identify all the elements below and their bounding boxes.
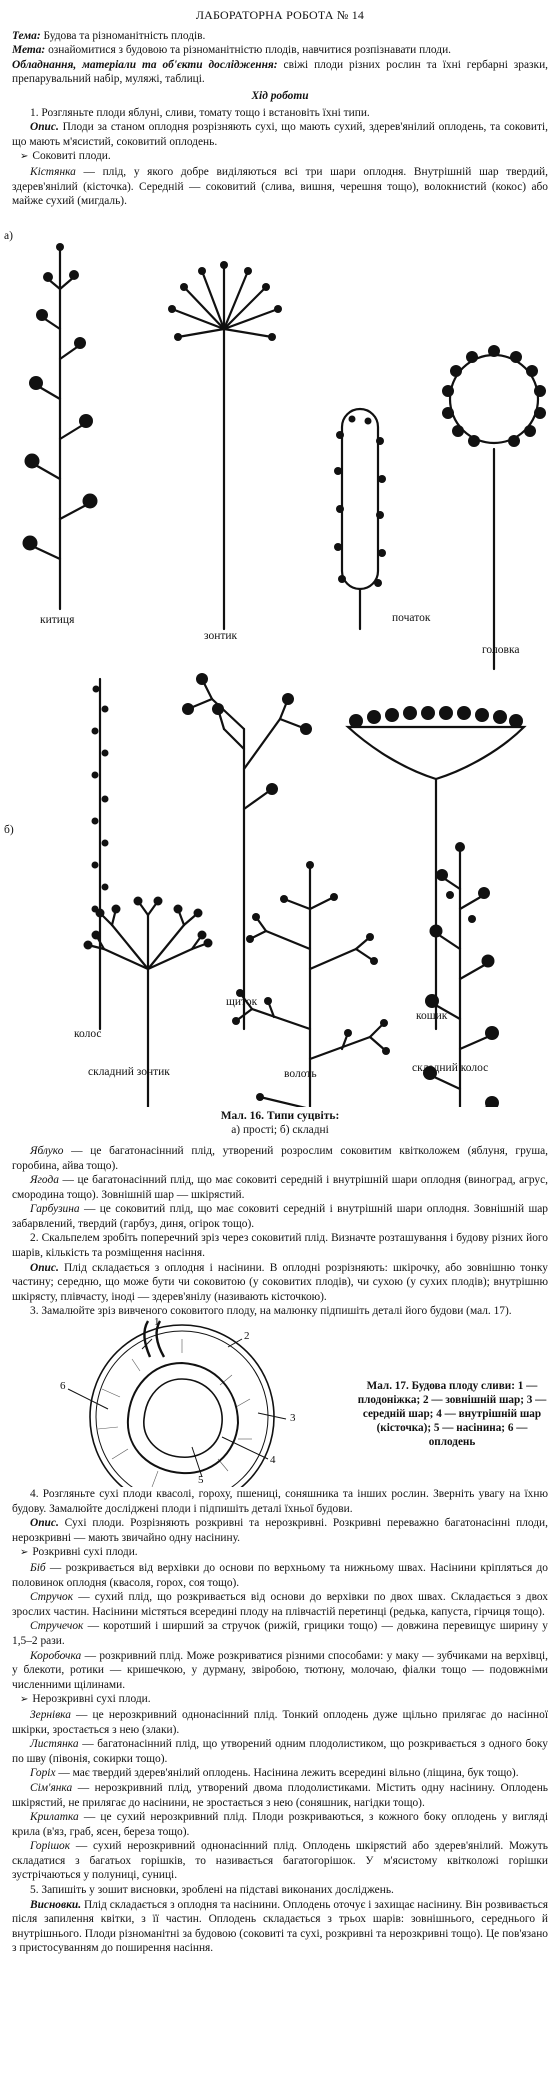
topic-line	[12, 29, 548, 44]
nut-definition	[12, 1766, 548, 1781]
figure-mark-b: б)	[4, 823, 14, 836]
berry-label: Ягода	[30, 1174, 59, 1187]
figure-17-number-3: 3	[290, 1412, 296, 1425]
inflorescence-figure	[4, 209, 548, 1107]
apple-definition	[12, 1144, 548, 1173]
silicle-label: Стручечок	[30, 1620, 84, 1633]
nutlet-label: Горішок	[30, 1840, 71, 1853]
conclusions-label: Висновки.	[30, 1898, 82, 1911]
silicle-definition	[12, 1619, 548, 1648]
legume-text: — розкривається від верхівки до основи по верхньому та нижньому швах. Насінини кріпляться до половинок оплодня (квасоля, горох, соя тощо).	[12, 1562, 548, 1589]
pumpkin-label: Гарбузина	[30, 1203, 80, 1216]
caryopsis-definition	[12, 1708, 548, 1737]
silicle-text: — коротший і ширший за стручок (рижій, грицики тощо) — довжина перевищує ширину у 1,5–2 рази.	[12, 1620, 548, 1647]
nutlet-definition	[12, 1839, 548, 1883]
pumpkin-text: — це соковитий плід, що має соковиті середній і внутрішній шари оплодня. Зовнішній шар забарвлений, твердий (гарбуз, диня, огірок тощо).	[12, 1203, 548, 1230]
achene-definition	[12, 1781, 548, 1810]
caryopsis-text: — це нерозкривний однонасінний плід. Тонкий оплодень дуже щільно прилягає до насінної шкірки, зростається з нею (злаки).	[12, 1708, 548, 1736]
step-5: 5. Запишіть у зошит висновки, зроблені на підставі виконаних досліджень.	[30, 1884, 394, 1897]
samara-text: — це сухий нерозкривний плід. Плоди розкриваються, з кожного боку оплодень у вигляді крила (в'яз, граб, ясен, береза тощо).	[12, 1811, 548, 1838]
page-title: ЛАБОРАТОРНА РОБОТА № 14	[195, 8, 365, 22]
berry-definition	[12, 1173, 548, 1202]
capitulum-flowers	[442, 345, 546, 447]
triangle-bullet-icon: ➢	[20, 1694, 29, 1706]
figure-17-number-2: 2	[244, 1330, 250, 1343]
figure-17-number-6: 6	[60, 1380, 66, 1393]
label-raceme: китиця	[40, 613, 75, 626]
description-2	[12, 1261, 548, 1305]
indehiscent-fruits-heading-text: Нерозкривні сухі плоди.	[32, 1693, 151, 1706]
label-spadix: початок	[392, 611, 431, 624]
nut-text: — має твердий здерев'янілий оплодень. Насінина лежить всередині вільно (ліщина, бук тощо).	[58, 1767, 519, 1780]
samara-definition	[12, 1810, 548, 1839]
figure-17-number-4: 4	[270, 1454, 276, 1467]
description-2-label: Опис.	[30, 1261, 59, 1274]
follicle-definition	[12, 1737, 548, 1766]
juicy-fruits-heading	[12, 149, 548, 165]
figure-17-number-5: 5	[198, 1474, 204, 1487]
step-1: 1. Розгляньте плоди яблуні, сливи, томату тощо і встановіть їхні типи.	[30, 106, 370, 119]
indehiscent-fruits-heading	[12, 1692, 548, 1708]
label-capitulum: головка	[482, 643, 520, 656]
nut-label: Горіх	[30, 1767, 56, 1780]
capsule-definition	[12, 1649, 548, 1693]
triangle-bullet-icon: ➢	[20, 151, 29, 163]
goal-text: ознайомитися з будовою та різноманітністю плодів, навчитися розпізнавати плоди.	[48, 44, 452, 57]
silique-definition	[12, 1590, 548, 1619]
description-4-label: Опис.	[30, 1517, 59, 1530]
figure-17-caption: Мал. 17. Будова плоду сливи: 1 — плодоніжка; 2 — зовнішній шар; 3 — середній шар; 4 — внутрішній шар (кісточка); 5 — насінина; 6 — оплодень	[357, 1380, 547, 1449]
figure-16-caption: Мал. 16. Типи суцвіть:	[220, 1109, 340, 1122]
label-corymb: щиток	[226, 995, 258, 1008]
label-panicle: волоть	[284, 1067, 317, 1080]
description-1	[12, 120, 548, 149]
juicy-fruits-heading-text: Соковиті плоди.	[32, 150, 111, 163]
umbel-drawing	[172, 265, 278, 629]
drupe-text: — плід, у якого добре виділяються всі три шари оплодня. Внутрішній шар твердий, здерев'янілий (кісточка). Середній — соковитий (слива, вишня, черешня тощо), волокнистий (кокос) або майже сухий (мигдаль).	[12, 165, 548, 208]
goal-label: Мета:	[12, 44, 46, 57]
description-2-text: Плід складається з оплодня і насінини. В оплодні розрізняють: шкірочку, або зовнішню тонку частину; середню, що може бути чи соковитою (у соковитих плодів), чи сухою (у сухих плодів); внутрішню шкірясту, плівчасту, іноді — здерев'янілу (називають кісточкою).	[12, 1261, 548, 1303]
berry-text: — це багатонасінний плід, що має соковиті середній і внутрішній шари оплодня (виноград, агрус, смородина тощо). Зовнішній шар — шкірястий.	[12, 1174, 548, 1201]
apple-text: — це багатонасінний плід, утворений розрослим соковитим квітколожем (яблуня, груша, горобина, айва тощо).	[12, 1144, 548, 1172]
calathid-drawing	[348, 727, 524, 1029]
dehiscent-fruits-heading	[12, 1545, 548, 1561]
description-1-label: Опис.	[30, 121, 59, 134]
drupe-definition	[12, 165, 548, 209]
calathid-flowers	[349, 706, 523, 728]
triangle-bullet-icon: ➢	[20, 1547, 29, 1559]
legume-definition	[12, 1561, 548, 1590]
figure-mark-a: а)	[4, 229, 13, 242]
follicle-text: — багатонасінний плід, що утворений одним плодолистиком, що розкривається з одного боку по шву (півонія, сокирки тощо).	[12, 1738, 548, 1765]
equipment-label: Обладнання, матеріали та об'єкти дослідження:	[12, 58, 278, 71]
legume-label: Біб	[30, 1562, 46, 1574]
progress-heading: Хід роботи	[251, 89, 309, 102]
capsule-label: Коробочка	[30, 1649, 82, 1662]
step-2: 2. Скальпелем зробіть поперечний зріз через соковитий плід. Визначте розташування і будову різних його шарів, кількість та розміщення насіння.	[12, 1232, 548, 1260]
corymb-flowers	[182, 673, 312, 795]
topic-text: Будова та різноманітність плодів.	[43, 29, 206, 42]
silique-text: — сухий плід, що розкривається від основи до верхівки по двох швах. Складається з двох зрослих частин. Насінини містяться всередині плоду на плівчастій перетинці (редька, капуста, гірчиця тощо).	[12, 1591, 548, 1618]
step-3: 3. Замалюйте зріз вивченого соковитого плоду, на малюнку підпишіть деталі його будови (мал. 17).	[30, 1305, 512, 1318]
label-spike: колос	[74, 1027, 102, 1040]
apple-label: Яблуко	[30, 1144, 64, 1157]
follicle-label: Листянка	[30, 1738, 79, 1751]
caryopsis-label: Зернівка	[30, 1708, 71, 1721]
raceme-drawing	[30, 249, 90, 609]
step-4: 4. Розгляньте сухі плоди квасолі, гороху, пшениці, соняшника та інших рослин. Зверніть увагу на їхню будову. Замалюйте досліджені плоди і підпишіть деталі їхньої будови.	[12, 1488, 548, 1515]
achene-text: — нерозкривний плід, утворений двома плодолистиками. Містить одну насінину. Оплодень шкірястий, не прилягає до насінини, не зростається з нею (соняшник, нагідки тощо).	[12, 1781, 548, 1809]
silique-label: Стручок	[30, 1591, 74, 1604]
label-umbel: зонтик	[204, 629, 238, 642]
label-compound-spike: складний колос	[412, 1061, 489, 1074]
plum-cross-section-drawing	[32, 1319, 372, 1487]
label-compound-umbel: складний зонтик	[88, 1065, 170, 1078]
corymb-drawing	[188, 679, 306, 1029]
spadix-drawing	[342, 409, 378, 629]
equipment-text: свіжі плоди різних рослин та їхні гербарні зразки, препарувальний набір, муляжі, таблиці.	[12, 58, 549, 86]
drupe-label: Кістянка	[30, 165, 76, 178]
figure-16-subcaption: а) прості; б) складні	[231, 1124, 329, 1137]
achene-label: Сім'янка	[30, 1781, 73, 1794]
description-4	[12, 1516, 548, 1545]
capitulum-drawing	[450, 355, 538, 669]
figure-17-number-1: 1	[154, 1316, 160, 1329]
topic-label: Тема:	[12, 29, 41, 42]
conclusions-text: Плід складається з оплодня та насінини. Оплодень оточує і захищає насінину. Він розвивається після запилення квітки, з її частин. Оплодень складається з трьох шарів: зовнішнього, середнього й внутрішнього. Плоди різноманітні за будовою (соковиті та сухі, розкривні та нерозкривні тощо). Це пов'язано з пристосуванням до поширення насіння.	[12, 1898, 548, 1955]
conclusions	[12, 1898, 548, 1956]
pumpkin-definition	[12, 1202, 548, 1231]
equipment-line	[12, 58, 548, 87]
goal-line	[12, 43, 548, 58]
samara-label: Крилатка	[30, 1811, 79, 1824]
inflorescence-drawing	[12, 209, 548, 1107]
plum-structure-figure	[12, 1316, 548, 1487]
description-4-text: Сухі плоди. Розрізняють розкривні та нерозкривні. Розкривні переважно багатонасінні плоди, нерозкривні — мають звичайно одну насінину.	[12, 1517, 548, 1544]
label-calathid: кошик	[416, 1009, 448, 1022]
capsule-text: — розкривний плід. Може розкриватися різними способами: у маку — зубчиками на верхівці, у блекоти, ротики — кришечкою, у дурману, звіробою, тютюну, молочаю, фіалки тощо — подовжніми численними щілинами.	[12, 1649, 548, 1691]
nutlet-text: — сухий нерозкривний однонасінний плід. Оплодень шкірястий або здерев'янілий. Можуть складатися з багатьох горішків, то називається багатогорішок. У м'ясистому квітколожі горішки зустрічаються у полуниці, суниці.	[12, 1840, 548, 1882]
description-1-text: Плоди за станом оплодня розрізняють сухі, що мають сухий, здерев'янілий оплодень, та соковиті, що мають м'ясистий, соковитий оплодень.	[12, 121, 548, 148]
dehiscent-fruits-heading-text: Розкривні сухі плоди.	[32, 1546, 138, 1559]
